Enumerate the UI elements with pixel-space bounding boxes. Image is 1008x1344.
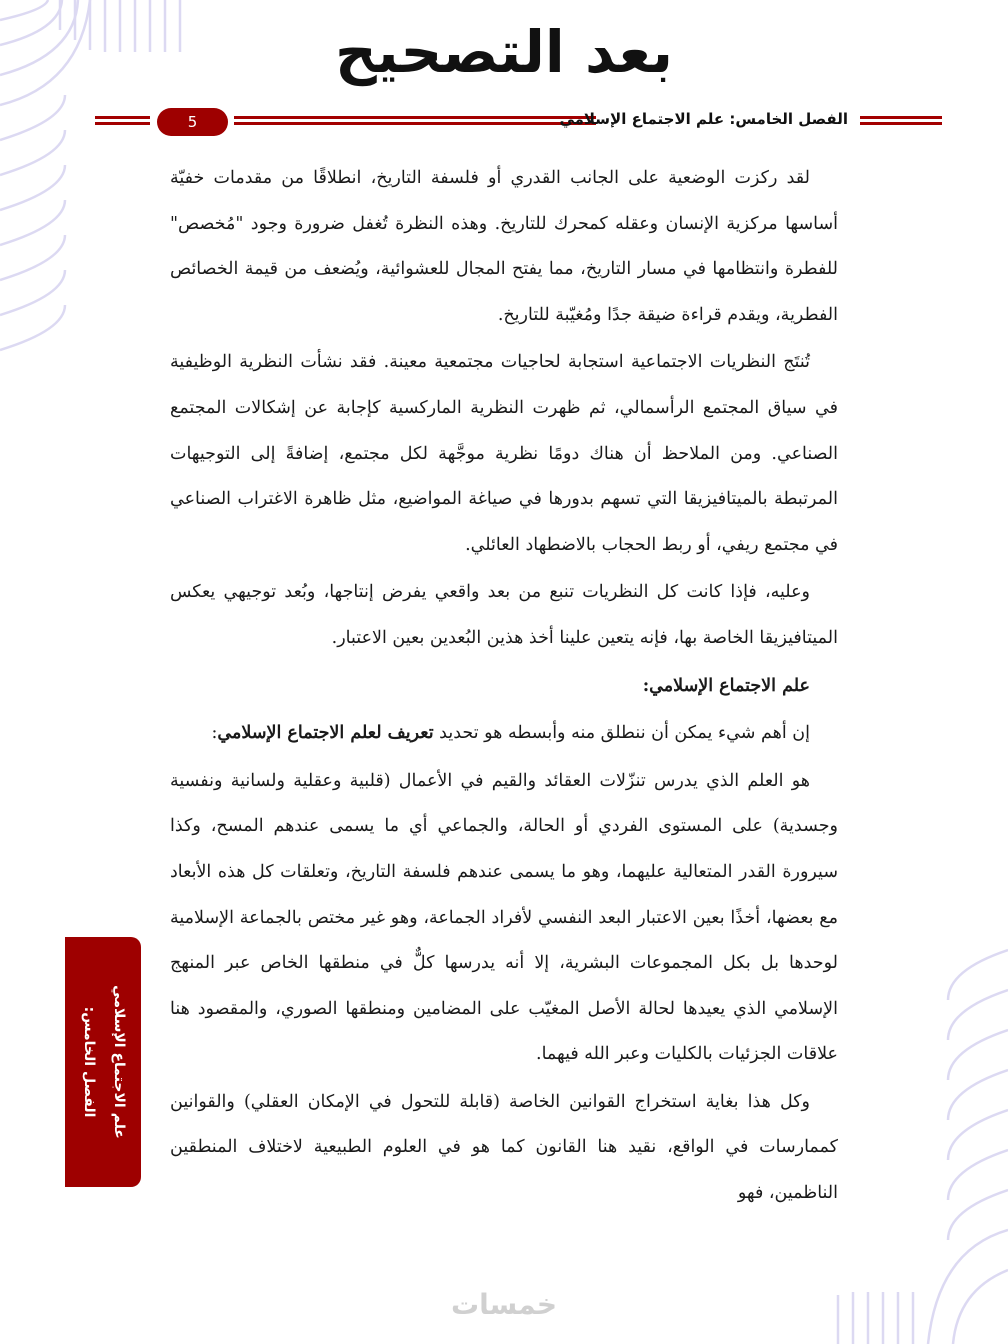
intro-colon: : [211, 723, 218, 744]
paragraph: وكل هذا بغاية استخراج القوانين الخاصة (قابلة للتحول في الإمكان العقلي) والقوانين كممارسات في الواقع، نقيد هنا القانون كما هو في العلوم الطبيعية لاختلاف المنطقين الناظمين، فهو [170, 1091, 838, 1204]
paragraph: تُنتَج النظريات الاجتماعية استجابة لحاجيات مجتمعية معينة. فقد نشأت النظرية الوظيفية في سياق المجتمع الرأسمالي، ثم ظهرت النظرية الماركسية كإجابة عن إشكالات المجتمع الصناعي. ومن الملاحظ أن هناك دومًا نظرية موجَّهة لكل مجتمع، إضافةً إلى التوجيهات المرتبطة بالميتافيزيقا التي تسهم بدورها في صياغة المواضيع، مثل ظاهرة الاغتراب الصناعي في مجتمع ريفي، أو ربط الحجاب بالاضطهاد العائلي. [170, 352, 838, 555]
page-title: بعد التصحيح [335, 18, 673, 86]
header-rule-left [95, 116, 150, 125]
paragraph: هو العلم الذي يدرس تنزّلات العقائد والقيم في الأعمال (قلبية وعقلية ولسانية ونفسية وجسدية) على المستوى الفردي أو الحالة، والجماعي أي ما يسمى عندهم المسح، وكذا سيرورة القدر المتعالية عليهما، وهو ما يسمى عندهم فلسفة التاريخ، وتعلقات كل هذه الأبعاد مع بعضها، أخذًا بعين الاعتبار البعد النفسي لأفراد الجماعة، وهو غير مختص بالجماعة الإسلامية لوحدها بل بكل المجموعات البشرية، إلا أنه يدرسها كلٌّ في منطقها الخاص عبر المنهج الإسلامي الذي يعيدها لحالة الأصل المغيّب على المضامين ومنطقها الصوري، والمقصود هنا علاقات الجزئيات بالكليات وعبر الله فيهما. [170, 770, 838, 1065]
intro-paragraph [170, 711, 838, 757]
watermark: خمسات [450, 1288, 558, 1321]
chapter-side-tab [65, 937, 141, 1187]
page-number-badge: 5 [157, 108, 228, 136]
side-tab-line1: علم الاجتماع الإسلامي [111, 985, 127, 1139]
decorative-curves-bottom-right [818, 930, 1008, 1344]
intro-bold-term: تعريف لعلم الاجتماع الإسلامي [217, 723, 434, 744]
header-rule-middle [234, 116, 596, 125]
section-heading: علم الاجتماع الإسلامي: [642, 675, 810, 696]
header-rule-right [860, 116, 942, 125]
intro-text: إن أهم شيء يمكن أن ننطلق منه وأبسطه هو تحديد [433, 723, 810, 744]
paragraph: وعليه، فإذا كانت كل النظريات تنبع من بعد واقعي يفرض إنتاجها، وبُعد توجيهي يعكس الميتافيزيقا الخاصة بها، فإنه يتعين علينا أخذ هذين البُعدين بعين الاعتبار. [170, 582, 838, 648]
chapter-header: الفصل الخامس: علم الاجتماع الإسلامي [559, 110, 848, 128]
side-tab-line2: الفصل الخامس: [81, 1006, 97, 1118]
paragraph: لقد ركزت الوضعية على الجانب القدري أو فلسفة التاريخ، انطلاقًا من مقدمات خفيّة أساسها مركزية الإنسان وعقله كمحرك للتاريخ. وهذه النظرة تُغفل ضرورة وجود "مُخصص" للفطرة وانتظامها في مسار التاريخ، مما يفتح المجال للعشوائية، ويُضعف من قيمة الخصائص الفطرية، ويقدم قراءة ضيقة جدًا ومُغيّبة للتاريخ. [170, 168, 838, 325]
document-body [170, 156, 838, 1217]
